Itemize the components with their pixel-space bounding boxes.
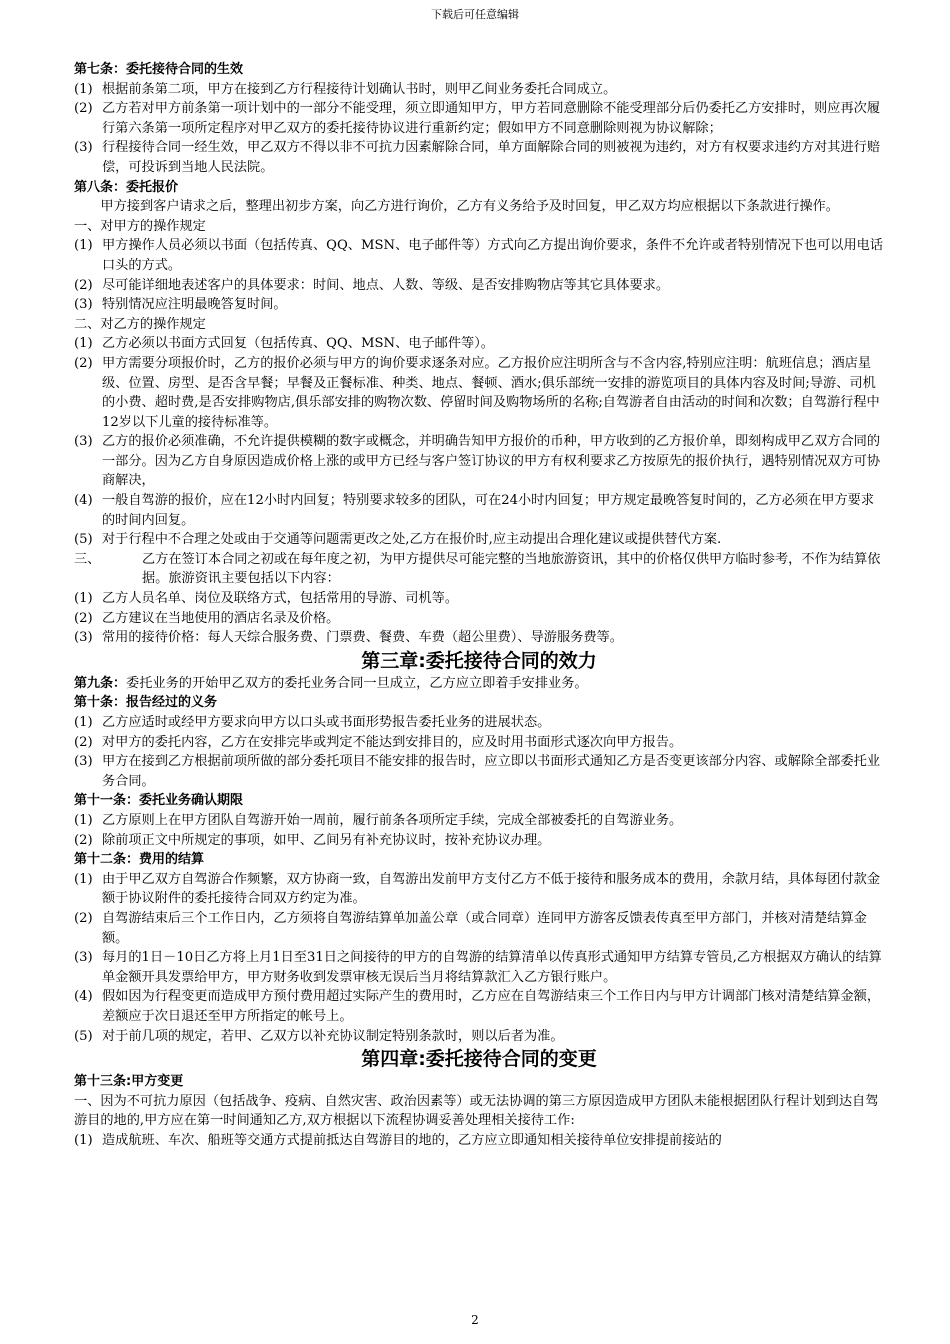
chapter-3-heading: 第三章:委托接待合同的效力: [361, 649, 597, 672]
chapter-4-heading: 第四章:委托接待合同的变更: [361, 1048, 597, 1071]
section-3: 三、 乙方在签订本合同之初或在每年度之初，为甲方提供尽可能完整的当地旅游资讯，其中的价格仅供甲方临时参考，不作为结算依据。旅游资讯主要包括以下内容：: [74, 551, 881, 587]
list-item: (3) 每月的1日－10日乙方将上月1日至31日之间接待的甲方的自驾游的结算清单以传真形式通知甲方结算专管员,乙方根据双方确认的结算单金额开具发票给甲方，甲方财务收到发票审核无误后当月将结算款汇入乙方银行账户。: [74, 950, 882, 985]
document-body: [74, 60, 884, 1150]
section-title: 二、对乙方的操作规定: [74, 316, 206, 332]
list-item: (1) 乙方必须以书面方式回复（包括传真、QQ、MSN、电子邮件等）。: [74, 336, 494, 352]
list-item: (1) 造成航班、车次、船班等交通方式提前抵达自驾游目的地的，乙方应立即通知相关接待单位安排提前接站的: [74, 1132, 722, 1148]
list-item: (2) 乙方若对甲方前条第一项计划中的一部分不能受理，须立即通知甲方，甲方若同意删除不能受理部分后仍委托乙方安排时，则应再次履行第六条第一项所定程序对甲乙双方的委托接待协议进行重新约定；假如甲方不同意删除则视为协议解除；: [74, 101, 881, 136]
list-item: (1) 根据前条第二项，甲方在接到乙方行程接待计划确认书时，则甲乙间业务委托合同成立。: [74, 81, 617, 97]
article-13-para: 一、因为不可抗力原因（包括战争、疫病、自然灾害、政治因素等）或无法协调的第三方原因造成甲方团队未能根据团队行程计划到达自驾游目的地的,甲方应在第一时间通知乙方,双方根据以下流程协调妥善处理相关接待工作:: [74, 1093, 879, 1129]
article-11-title: 第十一条：委托业务确认期限: [74, 793, 244, 809]
list-item: (3) 行程接待合同一经生效，甲乙双方不得以非不可抗力因素解除合同，单方面解除合同的则被视为违约，对方有权要求违约方对其进行赔偿，可投诉到当地人民法院。: [74, 140, 881, 175]
article-10-title: 第十条：报告经过的义务: [74, 695, 218, 711]
list-item: (2) 对甲方的委托内容，乙方在安排完毕或判定不能达到安排目的，应及时用书面形式逐次向甲方报告。: [74, 734, 683, 750]
article-8-title: 第八条：委托报价: [74, 179, 179, 195]
list-item: (2) 自驾游结束后三个工作日内，乙方须将自驾游结算单加盖公章（或合同章）连同甲方游客反馈表传真至甲方部门，并核对清楚结算金额。: [74, 910, 867, 946]
list-item: (3) 乙方的报价必须准确，不允许提供模糊的数字或概念，并明确告知甲方报价的币种，甲方收到的乙方报价单，即刻构成甲乙双方合同的一部分。因为乙方自身原因造成价格上涨的或甲方已经与客户签订协议的甲方有权利要求乙方按原先的报价执行，遇特别情况双方可协商解决，: [74, 434, 881, 489]
article-9: 第九条：委托业务的开始甲乙双方的委托业务合同一旦成立，乙方应立即着手安排业务。: [74, 675, 588, 691]
list-item: (1) 乙方原则上在甲方团队自驾游开始一周前，履行前条各项所定手续，完成全部被委托的自驾游业务。: [74, 812, 683, 828]
list-item: (3) 甲方在接到乙方根据前项所做的部分委托项目不能安排的报告时，应立即以书面形式通知乙方是否变更该部分内容、或解除全部委托业务合同。: [74, 754, 881, 789]
list-item: (4) 假如因为行程变更而造成甲方预付费用超过实际产生的费用时，乙方应在自驾游结束三个工作日内与甲方计调部门核对清楚结算金额，差额应于次日退还至甲方所指定的帐号上。: [74, 989, 881, 1024]
list-item: (5) 对于前几项的规定，若甲、乙双方以补充协议制定特别条款时，则以后者为准。: [74, 1028, 564, 1044]
list-item: (5) 对于行程中不合理之处或由于交通等问题需更改之处,乙方在报价时,应主动提出合理化建议或提供替代方案.: [74, 532, 722, 548]
section-title: 一、对甲方的操作规定: [74, 218, 206, 234]
list-item: (3) 特别情况应注明最晚答复时间。: [74, 297, 287, 313]
list-item: (2) 尽可能详细地表述客户的具体要求：时间、地点、人数、等级、是否安排购物店等其它具体要求。: [74, 277, 670, 293]
list-item: (2) 乙方建议在当地使用的酒店名录及价格。: [74, 610, 340, 626]
list-item: (1) 甲方操作人员必须以书面（包括传真、QQ、MSN、电子邮件等）方式向乙方提出询价要求，条件不允许或者特别情况下也可以用电话口头的方式。: [74, 238, 884, 273]
list-item: (1) 乙方人员名单、岗位及联络方式，包括常用的导游、司机等。: [74, 591, 459, 607]
page-number: 2: [471, 1313, 479, 1327]
list-item: (4) 一般自驾游的报价，应在12小时内回复；特别要求较多的团队，可在24小时内回复；甲方规定最晚答复时间的，乙方必须在甲方要求的时间内回复。: [74, 493, 875, 528]
list-item: (3) 常用的接待价格：每人天综合服务费、门票费、餐费、车费（超公里费）、导游服务费等。: [74, 630, 623, 646]
list-item: (2) 甲方需要分项报价时，乙方的报价必须与甲方的询价要求逐条对应。乙方报价应注明所含与不含内容,特别应注明：航班信息；酒店星级、位置、房型、是否含早餐；早餐及正餐标准、种类、地点、餐顿、酒水;俱乐部统一安排的游览项目的具体内容及时间;导游、司机的小费、超时费,是否安排购物店,俱乐部安排的购物次数、停留时间及购物场所的名称;自驾游者自由活动的时间和次数；自驾游行程中12岁以下儿童的接待标准等。: [74, 355, 880, 430]
article-8-intro: 甲方接到客户请求之后，整理出初步方案，向乙方进行询价，乙方有义务给予及时回复，甲乙双方均应根据以下条款进行操作。: [100, 199, 839, 215]
article-12-title: 第十二条：费用的结算: [74, 852, 205, 868]
list-item: (2) 除前项正文中所规定的事项，如甲、乙间另有补充协议时，按补充协议办理。: [74, 832, 551, 848]
article-13-title: 第十三条:甲方变更: [74, 1074, 184, 1090]
list-item: (1) 乙方应适时或经甲方要求向甲方以口头或书面形势报告委托业务的进展状态。: [74, 715, 551, 730]
list-item: (1) 由于甲乙双方自驾游合作频繁，双方协商一致，自驾游出发前甲方支付乙方不低于接待和服务成本的费用，余款月结，具体每团付款金额于协议附件的委托接待合同双方约定为准。: [74, 871, 881, 907]
page-header: 下载后可任意编辑: [431, 8, 519, 21]
article-7-title: 第七条：委托接待合同的生效: [74, 62, 244, 77]
